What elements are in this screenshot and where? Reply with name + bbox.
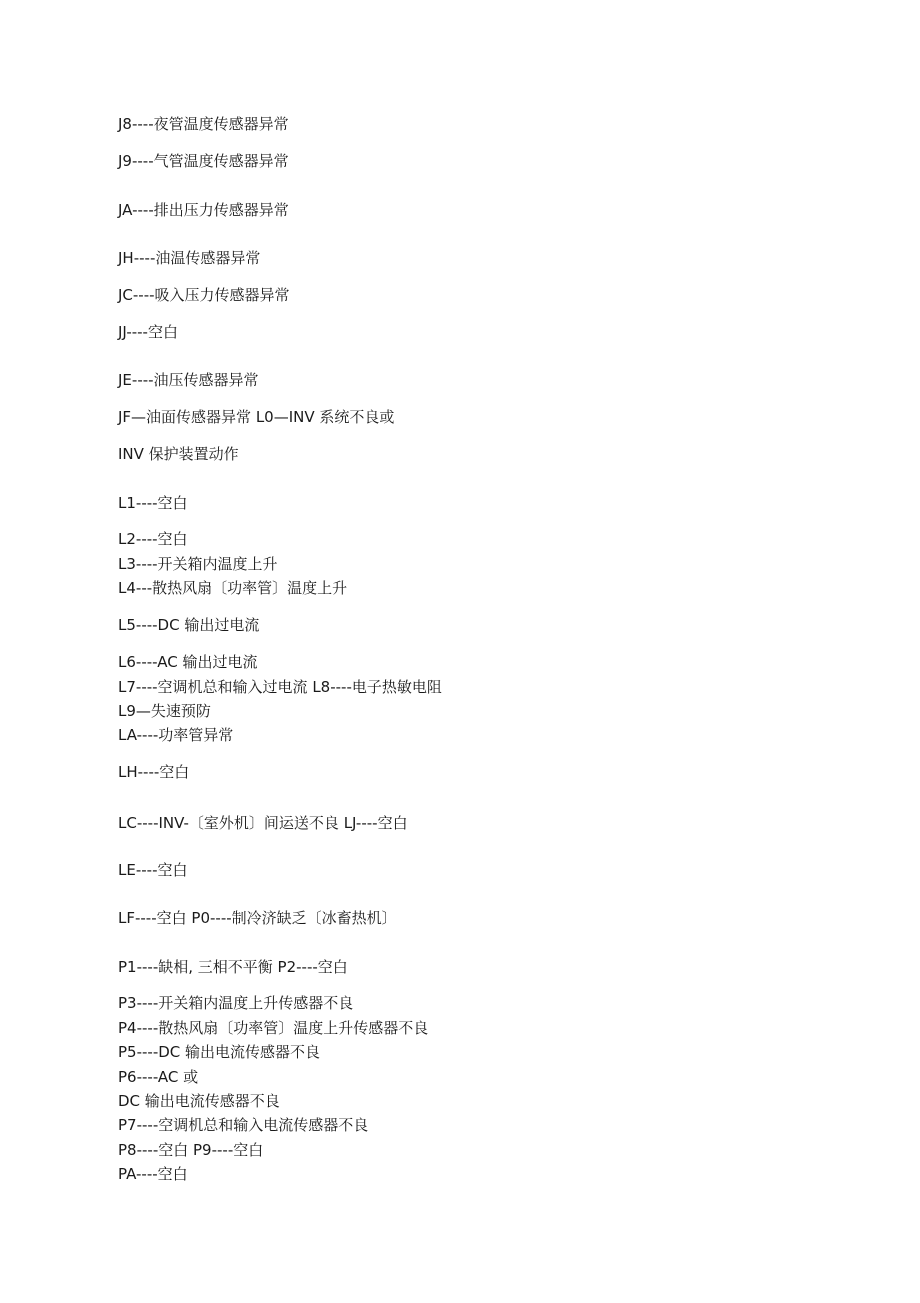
code-line-l5: L5----DC 输出过电流	[118, 616, 260, 634]
code-line-le: LE----空白	[118, 861, 188, 879]
code-line-l2: L2----空白	[118, 530, 188, 548]
code-line-l7-l8: L7----空调机总和输入过电流 L8----电子热敏电阻	[118, 678, 442, 696]
code-line-ja: JA----排出压力传感器异常	[118, 201, 289, 219]
code-line-jh: JH----油温传感器异常	[118, 249, 261, 267]
code-line-j8: J8----夜管温度传感器异常	[118, 115, 289, 133]
code-line-la: LA----功率管异常	[118, 726, 234, 744]
code-line-jc: JC----吸入压力传感器异常	[118, 286, 290, 304]
code-line-p7: P7----空调机总和输入电流传感器不良	[118, 1116, 369, 1134]
code-line-lf-p0: LF----空白 P0----制冷济缺乏〔冰畜热机〕	[118, 909, 397, 927]
code-line-p4: P4----散热风扇〔功率管〕温度上升传感器不良	[118, 1019, 429, 1037]
code-line-l6: L6----AC 输出过电流	[118, 653, 258, 671]
code-line-p6: P6----AC 或	[118, 1068, 199, 1086]
code-line-j9: J9----气管温度传感器异常	[118, 152, 289, 170]
code-line-l4: L4---散热风扇〔功率管〕温度上升	[118, 579, 348, 597]
code-line-p6-cont: DC 输出电流传感器不良	[118, 1092, 280, 1110]
code-line-p3: P3----开关箱内温度上升传感器不良	[118, 994, 354, 1012]
code-line-p1-p2: P1----缺相, 三相不平衡 P2----空白	[118, 958, 348, 976]
code-line-jf-l0: JF—油面传感器异常 L0—INV 系统不良或	[118, 408, 395, 426]
code-line-p5: P5----DC 输出电流传感器不良	[118, 1043, 321, 1061]
code-line-l1: L1----空白	[118, 494, 188, 512]
code-line-l9: L9—失速预防	[118, 702, 211, 720]
code-line-lc-lj: LC----INV-〔室外机〕间运送不良 LJ----空白	[118, 814, 408, 832]
code-line-je: JE----油压传感器异常	[118, 371, 259, 389]
code-line-inv: INV 保护装置动作	[118, 445, 239, 463]
code-line-lh: LH----空白	[118, 763, 190, 781]
code-line-jj: JJ----空白	[118, 323, 178, 341]
code-line-p8-p9: P8----空白 P9----空白	[118, 1141, 264, 1159]
code-line-pa: PA----空白	[118, 1165, 188, 1183]
code-line-l3: L3----开关箱内温度上升	[118, 555, 278, 573]
